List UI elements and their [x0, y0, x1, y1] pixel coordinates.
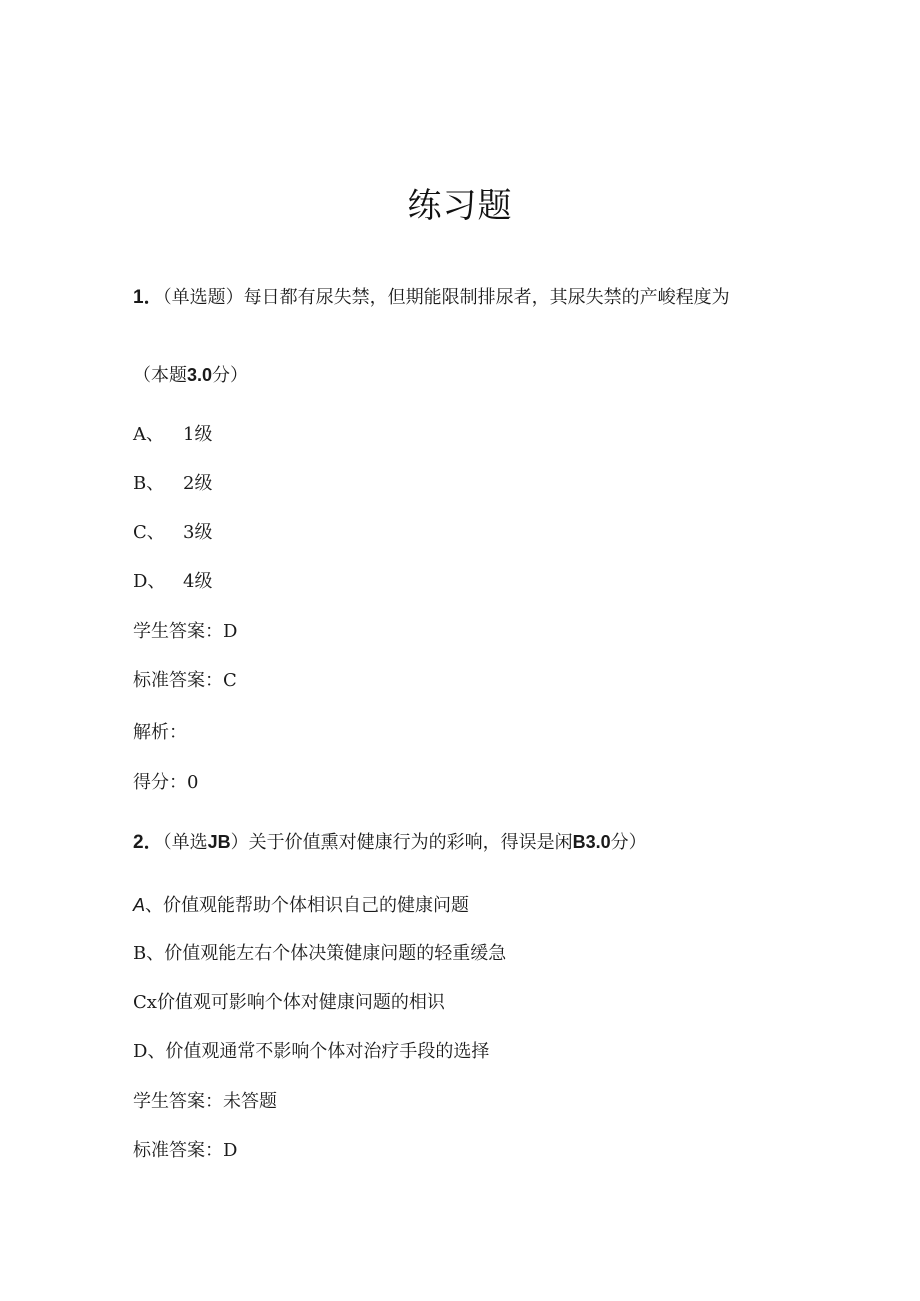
question-1-stem — [133, 283, 783, 313]
question-1-text: 每日都有尿失禁，但期能限制排尿者，其尿失禁的产峻程度为 — [243, 287, 730, 308]
question-2-option-d — [133, 1039, 489, 1065]
question-2-score-suffix: 分） — [610, 832, 647, 853]
question-2-number: 2 — [133, 832, 144, 853]
question-1-analysis: 解析： — [133, 722, 187, 743]
question-1-student-answer: 学生答案：D — [133, 621, 238, 642]
option-letter: C、 — [133, 522, 165, 543]
score-suffix: 分） — [212, 365, 249, 386]
option-letter: D — [133, 1041, 148, 1062]
question-2-option-a — [133, 892, 469, 919]
question-2-standard-answer: 标准答案：D — [133, 1140, 238, 1161]
option-text: 价值观可影响个体对健康问题的相识 — [156, 992, 445, 1013]
option-letter: A — [133, 895, 146, 915]
option-letter: B — [133, 943, 147, 964]
option-text: 2级 — [183, 473, 213, 494]
score-prefix: （本题 — [133, 365, 187, 386]
question-1-option-b — [133, 471, 212, 497]
question-1-number: 1 — [133, 287, 144, 308]
option-letter: B、 — [133, 473, 165, 494]
question-1-score — [133, 362, 248, 389]
page-title: 练习题 — [407, 186, 513, 226]
question-2-option-b — [133, 941, 506, 967]
question-1-score-got: 得分：0 — [133, 772, 199, 793]
score-value: 3.0 — [187, 365, 213, 385]
question-2-dot: ． — [143, 832, 163, 853]
question-2-score-bold: B3.0 — [572, 832, 611, 852]
question-1-standard-answer: 标准答案：C — [133, 670, 237, 691]
question-2-type-bold: JB — [207, 832, 231, 852]
option-text: 、价值观能帮助个体相识自己的健康问题 — [145, 895, 470, 916]
option-text: 1级 — [183, 424, 213, 445]
question-1-option-d — [133, 569, 212, 595]
option-text: 、价值观通常不影响个体对治疗手段的选择 — [147, 1041, 490, 1062]
question-2-type-prefix: （单选 — [162, 832, 208, 853]
question-2-type-suffix: ） — [230, 832, 249, 853]
question-2-student-answer: 学生答案：未答题 — [133, 1091, 277, 1112]
question-1-type: （单选题） — [162, 287, 244, 308]
option-text: 3级 — [183, 522, 213, 543]
option-text: 、价值观能左右个体决策健康问题的轻重缓急 — [146, 943, 507, 964]
question-1-option-c — [133, 520, 212, 546]
question-1-option-a — [133, 422, 212, 448]
question-1-dot: ． — [143, 287, 163, 308]
option-letter: D、 — [133, 571, 166, 592]
option-text: 4级 — [183, 571, 213, 592]
question-2-option-c — [133, 990, 445, 1016]
question-2-stem — [133, 829, 647, 856]
question-2-text: 关于价值熏对健康行为的彩响，得误是闲 — [248, 832, 573, 853]
option-letter: Cx — [133, 992, 157, 1013]
option-letter: A、 — [133, 424, 164, 445]
